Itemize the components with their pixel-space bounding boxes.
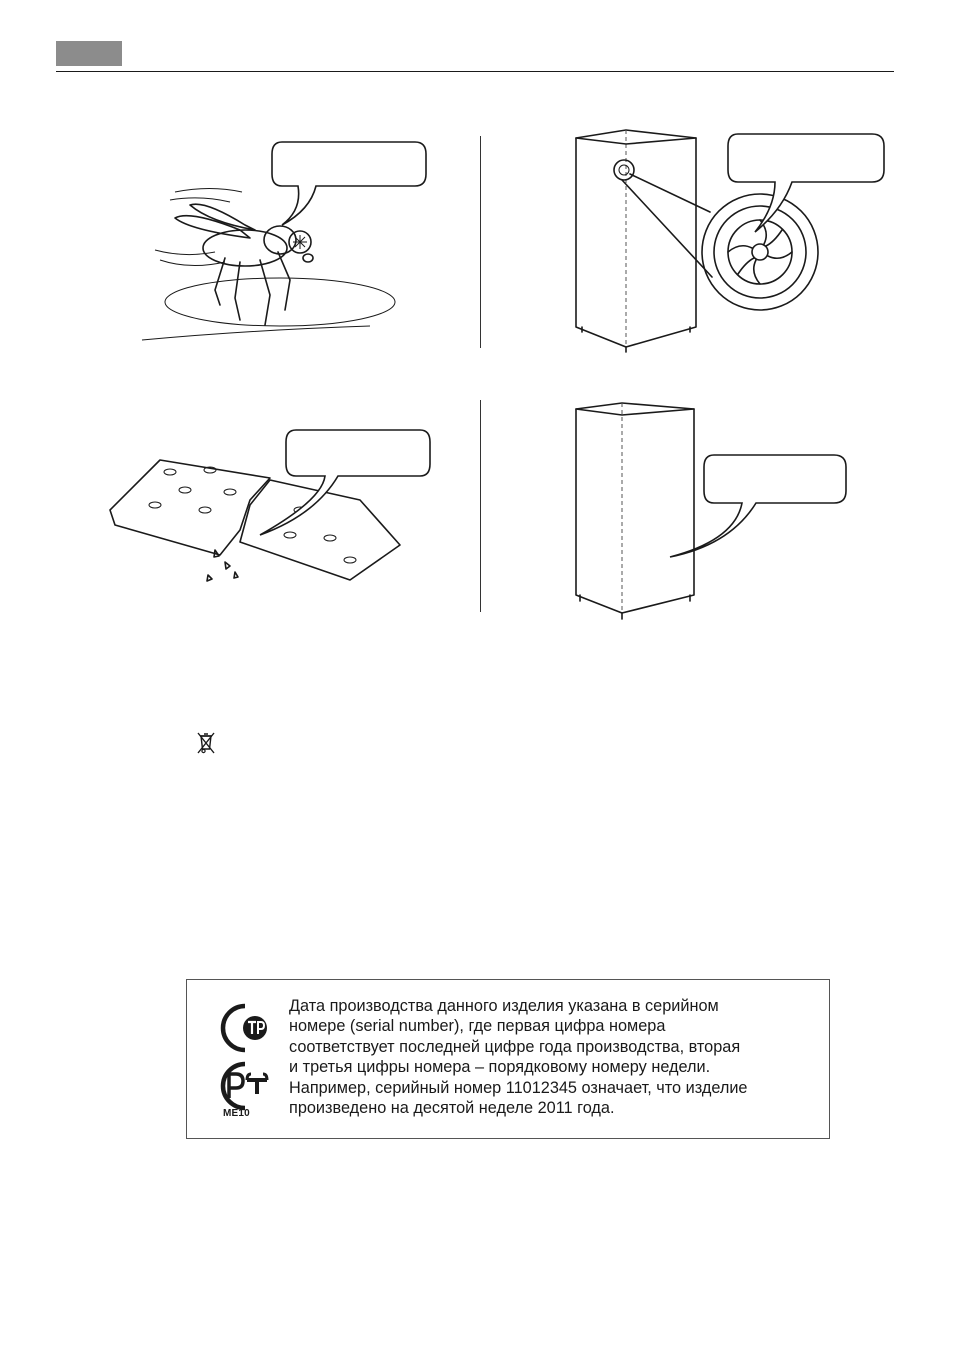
note-line: произведено на десятой неделе 2011 года. bbox=[289, 1099, 615, 1118]
note-line: соответствует последней цифре года производства, вторая bbox=[289, 1037, 741, 1056]
panel-divider-bottom bbox=[480, 400, 481, 612]
fly-illustration bbox=[130, 130, 450, 350]
crossed-out-wheelie-bin-icon bbox=[195, 730, 217, 756]
gost-r-certification-mark-icon bbox=[223, 1006, 267, 1050]
note-line: номере (serial number), где первая цифра номера bbox=[289, 1017, 666, 1036]
production-date-note bbox=[289, 996, 819, 1118]
note-line: и третья цифры номера – порядковому номеру недели. bbox=[289, 1058, 711, 1077]
certification-code: ME10 bbox=[223, 1108, 250, 1119]
certification-box bbox=[186, 979, 830, 1139]
note-line: Например, серийный номер 11012345 означает, что изделие bbox=[289, 1078, 748, 1097]
header-rule bbox=[56, 71, 894, 72]
fridge-fan-illustration bbox=[560, 122, 900, 357]
panel-divider-top bbox=[480, 136, 481, 348]
fridge-illustration bbox=[560, 395, 860, 625]
note-line: Дата производства данного изделия указана в серийном bbox=[289, 997, 719, 1015]
broken-slab-illustration bbox=[100, 420, 450, 600]
certification-marks bbox=[211, 1000, 275, 1125]
rst-certification-mark-icon bbox=[223, 1064, 267, 1108]
header-language-tab bbox=[56, 41, 122, 66]
